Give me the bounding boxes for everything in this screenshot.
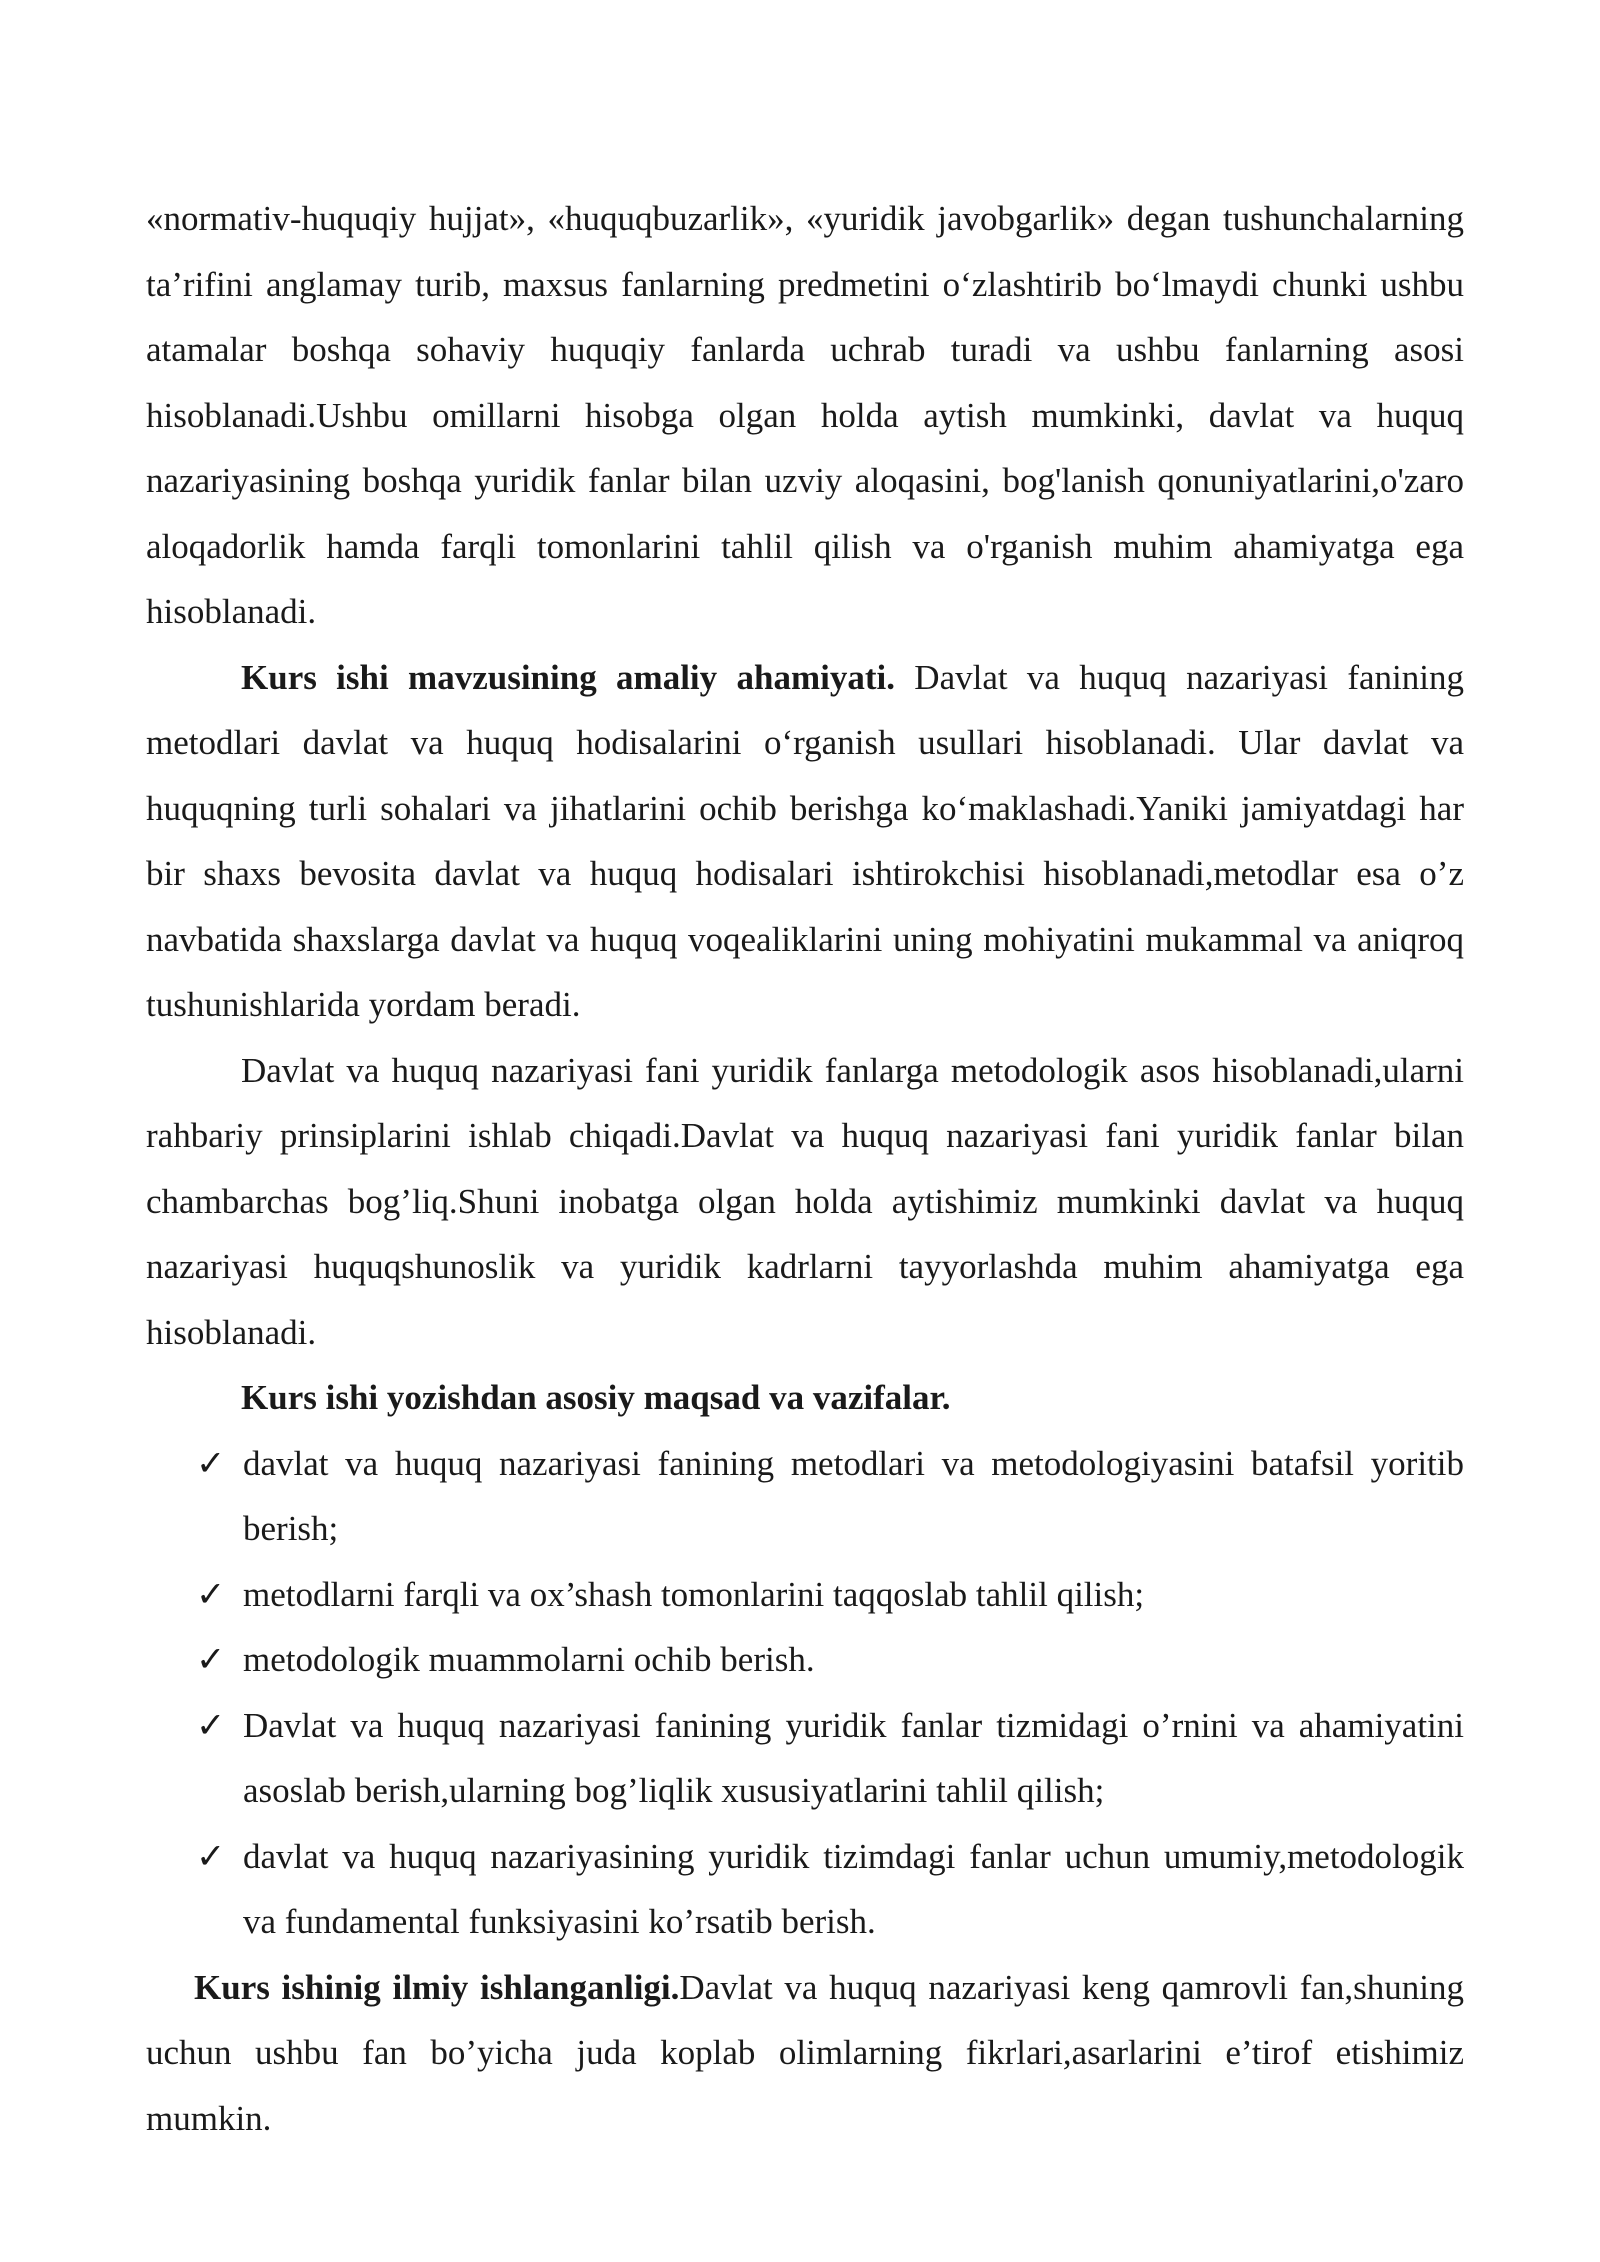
- intro-paragraph: «normativ-huquqiy hujjat», «huquqbuzarlik», «yuridik javobgarlik» degan tushunchalarning ta’rifini anglamay turib, maxsus fanlarning predmetini o‘zlashtirib bo‘lmaydi chunki ushbu atamalar boshqa sohaviy huquqiy fanlarda uchrab turadi va ushbu fanlarning asosi hisoblanadi.Ushbu omillarni hisobga olgan holda aytish mumkinki, davlat va huquq nazariyasining boshqa yuridik fanlar bilan uzviy aloqasini, bog'lanish qonuniyatlarini,o'zaro aloqadorlik hamda farqli tomonlarini tahlil qilish va o'rganish muhim ahamiyatga ega hisoblanadi.: [146, 199, 1464, 631]
- check-icon: ✓: [196, 1443, 226, 1483]
- list-item: [146, 1627, 1464, 1693]
- list-item-text: Davlat va huquq nazariyasi fanining yuridik fanlar tizmidagi o’rnini va ahamiyatini asoslab berish,ularning bog’liqlik xususiyatlarini tahlil qilish;: [243, 1705, 1464, 1810]
- list-item-text: davlat va huquq nazariyasining yuridik tizimdagi fanlar uchun umumiy,metodologik va fundamental funksiyasini ko’rsatib berish.: [243, 1836, 1464, 1941]
- goals-list: [146, 1431, 1464, 1955]
- list-item: [146, 1693, 1464, 1824]
- goals-heading: Kurs ishi yozishdan asosiy maqsad va vazifalar.: [241, 1378, 951, 1417]
- list-item-text: metodlarni farqli va ox’shash tomonlarini taqqoslab tahlil qilish;: [243, 1574, 1145, 1614]
- check-icon: ✓: [196, 1836, 226, 1876]
- list-item: [146, 1824, 1464, 1955]
- list-item: [146, 1562, 1464, 1628]
- practical-significance-heading: Kurs ishi mavzusining amaliy ahamiyati.: [241, 657, 895, 697]
- check-icon: ✓: [196, 1640, 226, 1679]
- check-icon: ✓: [196, 1574, 226, 1614]
- practical-significance-text: Davlat va huquq nazariyasi fanining metodlari davlat va huquq hodisalarini o‘rganish usullari hisoblanadi. Ular davlat va huquqning turli sohalari va jihatlarini ochib berishga ko‘maklashadi.Yaniki jamiyatdagi har bir shaxs bevosita davlat va huquq hodisalari ishtirokchisi hisoblanadi,metodlar esa o’z navbatida shaxslarga davlat va huquq voqealiklarini uning mohiyatini mukammal va aniqroq tushunishlarida yordam beradi.: [146, 657, 1464, 1024]
- list-item: [146, 1431, 1464, 1562]
- scientific-elaboration-text: Davlat va huquq nazariyasi keng qamrovli fan,shuning uchun ushbu fan bo’yicha juda koplab olimlarning fikrlari,asarlarini e’tirof etishimiz mumkin.: [146, 1967, 1464, 2138]
- document-page: [146, 186, 1464, 2151]
- check-icon: ✓: [196, 1705, 226, 1745]
- scientific-elaboration-paragraph: [146, 1955, 1464, 2152]
- methodology-paragraph: Davlat va huquq nazariyasi fani yuridik fanlarga metodologik asos hisoblanadi,ularni rahbariy prinsiplarini ishlab chiqadi.Davlat va huquq nazariyasi fani yuridik fanlar bilan chambarchas bog’liq.Shuni inobatga olgan holda aytishimiz mumkinki davlat va huquq nazariyasi huquqshunoslik va yuridik kadrlarni tayyorlashda muhim ahamiyatga ega hisoblanadi.: [146, 1050, 1464, 1352]
- list-item-text: davlat va huquq nazariyasi fanining metodlari va metodologiyasini batafsil yoritib berish;: [243, 1443, 1464, 1548]
- scientific-elaboration-heading: Kurs ishinig ilmiy ishlanganligi.: [194, 1967, 680, 2007]
- list-item-text: metodologik muammolarni ochib berish.: [243, 1640, 815, 1679]
- practical-significance-paragraph: [146, 645, 1464, 1038]
